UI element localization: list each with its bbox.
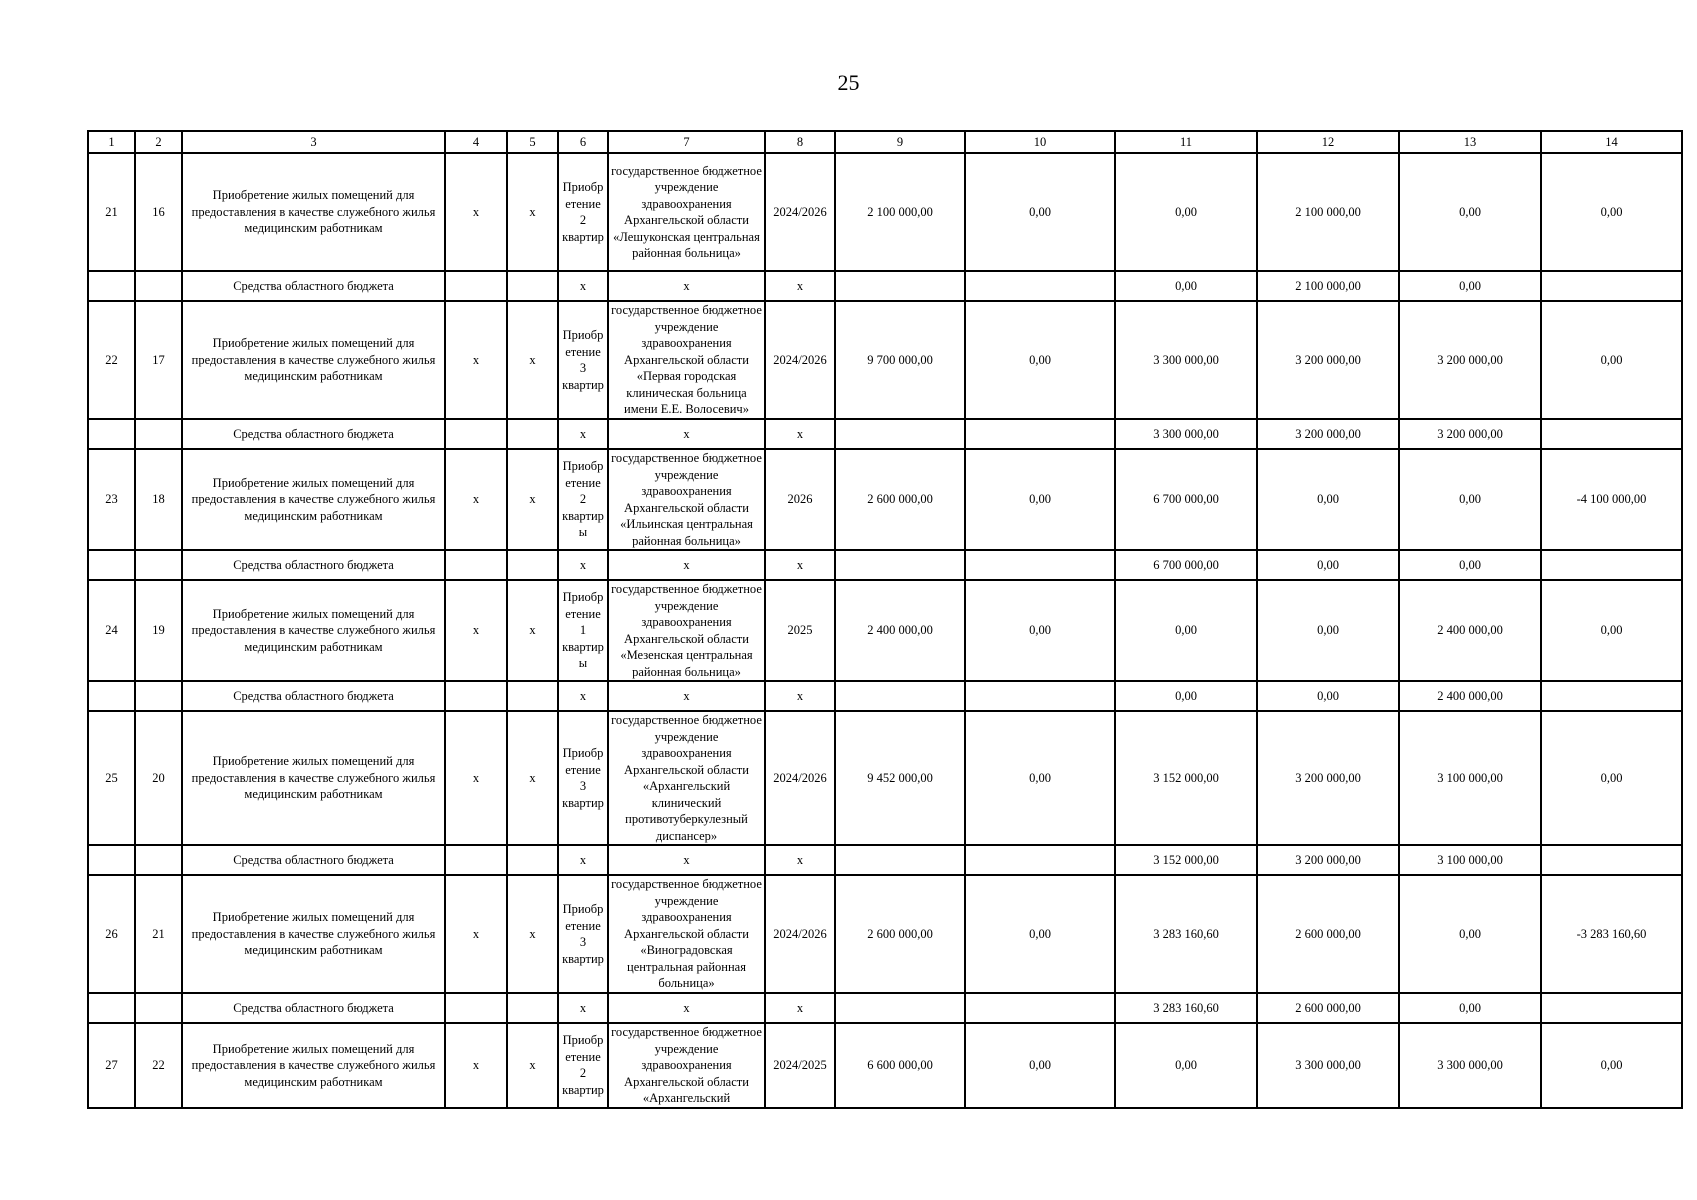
- funding-source: Средства областного бюджета: [182, 271, 445, 301]
- col-10: 0,00: [965, 580, 1115, 681]
- col-10: [965, 681, 1115, 711]
- budget-table: [87, 130, 1683, 1109]
- period-cell: 2025: [765, 580, 835, 681]
- table-body: [88, 153, 1682, 1108]
- item-number: [135, 550, 182, 580]
- col-13: 2 400 000,00: [1399, 580, 1541, 681]
- col-11: 0,00: [1115, 153, 1257, 271]
- total-cell: [835, 550, 965, 580]
- col-14: 0,00: [1541, 1023, 1682, 1108]
- col-10: [965, 419, 1115, 449]
- institution-cell: государственное бюджетное учреждение здравоохранения Архангельской области «Мезенская центральная районная больница»: [608, 580, 765, 681]
- col-4: [445, 419, 507, 449]
- item-number: 22: [135, 1023, 182, 1108]
- period-cell: х: [765, 993, 835, 1023]
- column-header: 11: [1115, 131, 1257, 153]
- col-14: 0,00: [1541, 580, 1682, 681]
- col-5: х: [507, 301, 558, 419]
- col-14: -4 100 000,00: [1541, 449, 1682, 550]
- column-header: 14: [1541, 131, 1682, 153]
- col-10: [965, 550, 1115, 580]
- table-subrow: [88, 993, 1682, 1023]
- acquisition-cell: Приобретение 1 квартиры: [558, 580, 608, 681]
- col-12: 3 200 000,00: [1257, 419, 1399, 449]
- col-5: х: [507, 153, 558, 271]
- page-number: 25: [837, 70, 860, 95]
- row-number: 22: [88, 301, 135, 419]
- item-name: Приобретение жилых помещений для предоставления в качестве служебного жилья медицинским работникам: [182, 301, 445, 419]
- col-4: х: [445, 875, 507, 993]
- period-cell: 2024/2026: [765, 711, 835, 845]
- column-header: 12: [1257, 131, 1399, 153]
- item-name: Приобретение жилых помещений для предоставления в качестве служебного жилья медицинским работникам: [182, 1023, 445, 1108]
- item-number: 17: [135, 301, 182, 419]
- col-14: -3 283 160,60: [1541, 875, 1682, 993]
- total-cell: 9 452 000,00: [835, 711, 965, 845]
- total-cell: 6 600 000,00: [835, 1023, 965, 1108]
- total-cell: 9 700 000,00: [835, 301, 965, 419]
- col-13: 0,00: [1399, 993, 1541, 1023]
- table-row: [88, 711, 1682, 845]
- acquisition-cell: х: [558, 271, 608, 301]
- item-name: Приобретение жилых помещений для предоставления в качестве служебного жилья медицинским работникам: [182, 449, 445, 550]
- col-14: [1541, 271, 1682, 301]
- col-5: [507, 993, 558, 1023]
- col-11: 3 300 000,00: [1115, 301, 1257, 419]
- col-4: [445, 845, 507, 875]
- institution-cell: х: [608, 845, 765, 875]
- col-12: 0,00: [1257, 580, 1399, 681]
- col-4: [445, 271, 507, 301]
- row-number: 23: [88, 449, 135, 550]
- table-row: [88, 875, 1682, 993]
- table-subrow: [88, 845, 1682, 875]
- row-number: 26: [88, 875, 135, 993]
- institution-cell: х: [608, 681, 765, 711]
- col-11: 0,00: [1115, 681, 1257, 711]
- acquisition-cell: х: [558, 681, 608, 711]
- period-cell: х: [765, 681, 835, 711]
- institution-cell: х: [608, 993, 765, 1023]
- col-11: 3 283 160,60: [1115, 993, 1257, 1023]
- item-name: Приобретение жилых помещений для предоставления в качестве служебного жилья медицинским работникам: [182, 875, 445, 993]
- funding-source: Средства областного бюджета: [182, 550, 445, 580]
- column-header: 6: [558, 131, 608, 153]
- col-11: 6 700 000,00: [1115, 550, 1257, 580]
- col-14: [1541, 550, 1682, 580]
- total-cell: [835, 845, 965, 875]
- item-number: [135, 271, 182, 301]
- row-number: 24: [88, 580, 135, 681]
- table-subrow: [88, 550, 1682, 580]
- col-13: 3 200 000,00: [1399, 419, 1541, 449]
- column-header: 8: [765, 131, 835, 153]
- total-cell: [835, 271, 965, 301]
- column-header: 4: [445, 131, 507, 153]
- col-13: 3 300 000,00: [1399, 1023, 1541, 1108]
- col-13: 0,00: [1399, 449, 1541, 550]
- col-5: х: [507, 580, 558, 681]
- col-10: [965, 993, 1115, 1023]
- col-12: 3 200 000,00: [1257, 711, 1399, 845]
- col-11: 3 152 000,00: [1115, 711, 1257, 845]
- column-header: 2: [135, 131, 182, 153]
- institution-cell: х: [608, 550, 765, 580]
- row-number: 27: [88, 1023, 135, 1108]
- item-number: 16: [135, 153, 182, 271]
- table-row: [88, 301, 1682, 419]
- col-13: 3 100 000,00: [1399, 845, 1541, 875]
- col-11: 0,00: [1115, 1023, 1257, 1108]
- item-number: [135, 681, 182, 711]
- col-10: 0,00: [965, 875, 1115, 993]
- col-12: 0,00: [1257, 681, 1399, 711]
- total-cell: 2 600 000,00: [835, 449, 965, 550]
- row-number: [88, 271, 135, 301]
- total-cell: 2 400 000,00: [835, 580, 965, 681]
- table-subrow: [88, 681, 1682, 711]
- acquisition-cell: Приобретение 2 квартир: [558, 1023, 608, 1108]
- period-cell: 2026: [765, 449, 835, 550]
- col-5: х: [507, 449, 558, 550]
- col-4: х: [445, 301, 507, 419]
- acquisition-cell: Приобретение 2 квартиры: [558, 449, 608, 550]
- column-header: 13: [1399, 131, 1541, 153]
- item-number: [135, 419, 182, 449]
- table-row: [88, 580, 1682, 681]
- col-4: х: [445, 580, 507, 681]
- period-cell: х: [765, 550, 835, 580]
- col-12: 2 600 000,00: [1257, 993, 1399, 1023]
- col-5: [507, 681, 558, 711]
- col-14: 0,00: [1541, 301, 1682, 419]
- col-12: 2 100 000,00: [1257, 153, 1399, 271]
- institution-cell: государственное бюджетное учреждение здравоохранения Архангельской области «Ильинская центральная районная больница»: [608, 449, 765, 550]
- total-cell: [835, 681, 965, 711]
- col-10: 0,00: [965, 449, 1115, 550]
- col-4: [445, 550, 507, 580]
- item-name: Приобретение жилых помещений для предоставления в качестве служебного жилья медицинским работникам: [182, 153, 445, 271]
- col-13: 0,00: [1399, 271, 1541, 301]
- column-header: 5: [507, 131, 558, 153]
- col-4: х: [445, 449, 507, 550]
- row-number: [88, 681, 135, 711]
- institution-cell: государственное бюджетное учреждение здравоохранения Архангельской области «Архангельский клинический противотуберкулезный диспансер»: [608, 711, 765, 845]
- acquisition-cell: Приобретение 3 квартир: [558, 301, 608, 419]
- col-5: [507, 550, 558, 580]
- item-number: 21: [135, 875, 182, 993]
- col-11: 3 152 000,00: [1115, 845, 1257, 875]
- col-11: 0,00: [1115, 580, 1257, 681]
- col-13: 0,00: [1399, 875, 1541, 993]
- col-14: [1541, 419, 1682, 449]
- col-14: 0,00: [1541, 153, 1682, 271]
- column-header: 9: [835, 131, 965, 153]
- col-4: х: [445, 153, 507, 271]
- row-number: 25: [88, 711, 135, 845]
- period-cell: х: [765, 845, 835, 875]
- institution-cell: государственное бюджетное учреждение здравоохранения Архангельской области «Архангельский: [608, 1023, 765, 1108]
- col-12: 0,00: [1257, 449, 1399, 550]
- acquisition-cell: х: [558, 845, 608, 875]
- col-13: 0,00: [1399, 153, 1541, 271]
- period-cell: 2024/2026: [765, 301, 835, 419]
- column-header: 7: [608, 131, 765, 153]
- table-row: [88, 1023, 1682, 1108]
- period-cell: 2024/2026: [765, 875, 835, 993]
- column-header: 3: [182, 131, 445, 153]
- institution-cell: государственное бюджетное учреждение здравоохранения Архангельской области «Лешуконская центральная районная больница»: [608, 153, 765, 271]
- row-number: [88, 419, 135, 449]
- col-11: 3 283 160,60: [1115, 875, 1257, 993]
- column-header: 1: [88, 131, 135, 153]
- col-14: [1541, 993, 1682, 1023]
- total-cell: [835, 419, 965, 449]
- row-number: [88, 993, 135, 1023]
- funding-source: Средства областного бюджета: [182, 993, 445, 1023]
- total-cell: [835, 993, 965, 1023]
- column-number-row: [88, 131, 1682, 153]
- period-cell: 2024/2026: [765, 153, 835, 271]
- item-number: 20: [135, 711, 182, 845]
- col-12: 3 300 000,00: [1257, 1023, 1399, 1108]
- item-number: 18: [135, 449, 182, 550]
- col-5: [507, 845, 558, 875]
- col-10: 0,00: [965, 711, 1115, 845]
- institution-cell: х: [608, 419, 765, 449]
- period-cell: х: [765, 271, 835, 301]
- funding-source: Средства областного бюджета: [182, 681, 445, 711]
- col-10: 0,00: [965, 1023, 1115, 1108]
- total-cell: 2 600 000,00: [835, 875, 965, 993]
- col-10: 0,00: [965, 301, 1115, 419]
- col-11: 3 300 000,00: [1115, 419, 1257, 449]
- col-14: [1541, 681, 1682, 711]
- col-12: 3 200 000,00: [1257, 845, 1399, 875]
- acquisition-cell: х: [558, 993, 608, 1023]
- col-14: [1541, 845, 1682, 875]
- col-5: [507, 271, 558, 301]
- col-5: х: [507, 711, 558, 845]
- col-13: 3 200 000,00: [1399, 301, 1541, 419]
- col-10: [965, 845, 1115, 875]
- col-10: 0,00: [965, 153, 1115, 271]
- col-12: 0,00: [1257, 550, 1399, 580]
- institution-cell: государственное бюджетное учреждение здравоохранения Архангельской области «Первая городская клиническая больница имени Е.Е. Волосевич»: [608, 301, 765, 419]
- acquisition-cell: Приобретение 3 квартир: [558, 711, 608, 845]
- col-4: х: [445, 1023, 507, 1108]
- funding-source: Средства областного бюджета: [182, 845, 445, 875]
- col-12: 3 200 000,00: [1257, 301, 1399, 419]
- col-11: 6 700 000,00: [1115, 449, 1257, 550]
- institution-cell: х: [608, 271, 765, 301]
- item-name: Приобретение жилых помещений для предоставления в качестве служебного жилья медицинским работникам: [182, 711, 445, 845]
- col-11: 0,00: [1115, 271, 1257, 301]
- acquisition-cell: х: [558, 419, 608, 449]
- funding-source: Средства областного бюджета: [182, 419, 445, 449]
- item-name: Приобретение жилых помещений для предоставления в качестве служебного жилья медицинским работникам: [182, 580, 445, 681]
- col-5: [507, 419, 558, 449]
- col-10: [965, 271, 1115, 301]
- item-number: [135, 993, 182, 1023]
- col-12: 2 100 000,00: [1257, 271, 1399, 301]
- col-13: 3 100 000,00: [1399, 711, 1541, 845]
- col-14: 0,00: [1541, 711, 1682, 845]
- row-number: 21: [88, 153, 135, 271]
- total-cell: 2 100 000,00: [835, 153, 965, 271]
- col-4: [445, 993, 507, 1023]
- period-cell: х: [765, 419, 835, 449]
- row-number: [88, 550, 135, 580]
- acquisition-cell: Приобретение 3 квартир: [558, 875, 608, 993]
- row-number: [88, 845, 135, 875]
- table-subrow: [88, 419, 1682, 449]
- col-5: х: [507, 875, 558, 993]
- acquisition-cell: Приобретение 2 квартир: [558, 153, 608, 271]
- col-5: х: [507, 1023, 558, 1108]
- col-13: 2 400 000,00: [1399, 681, 1541, 711]
- table-subrow: [88, 271, 1682, 301]
- acquisition-cell: х: [558, 550, 608, 580]
- period-cell: 2024/2025: [765, 1023, 835, 1108]
- col-13: 0,00: [1399, 550, 1541, 580]
- col-12: 2 600 000,00: [1257, 875, 1399, 993]
- item-number: 19: [135, 580, 182, 681]
- col-4: [445, 681, 507, 711]
- table-row: [88, 153, 1682, 271]
- item-number: [135, 845, 182, 875]
- institution-cell: государственное бюджетное учреждение здравоохранения Архангельской области «Виноградовская центральная районная больница»: [608, 875, 765, 993]
- table-row: [88, 449, 1682, 550]
- col-4: х: [445, 711, 507, 845]
- column-header: 10: [965, 131, 1115, 153]
